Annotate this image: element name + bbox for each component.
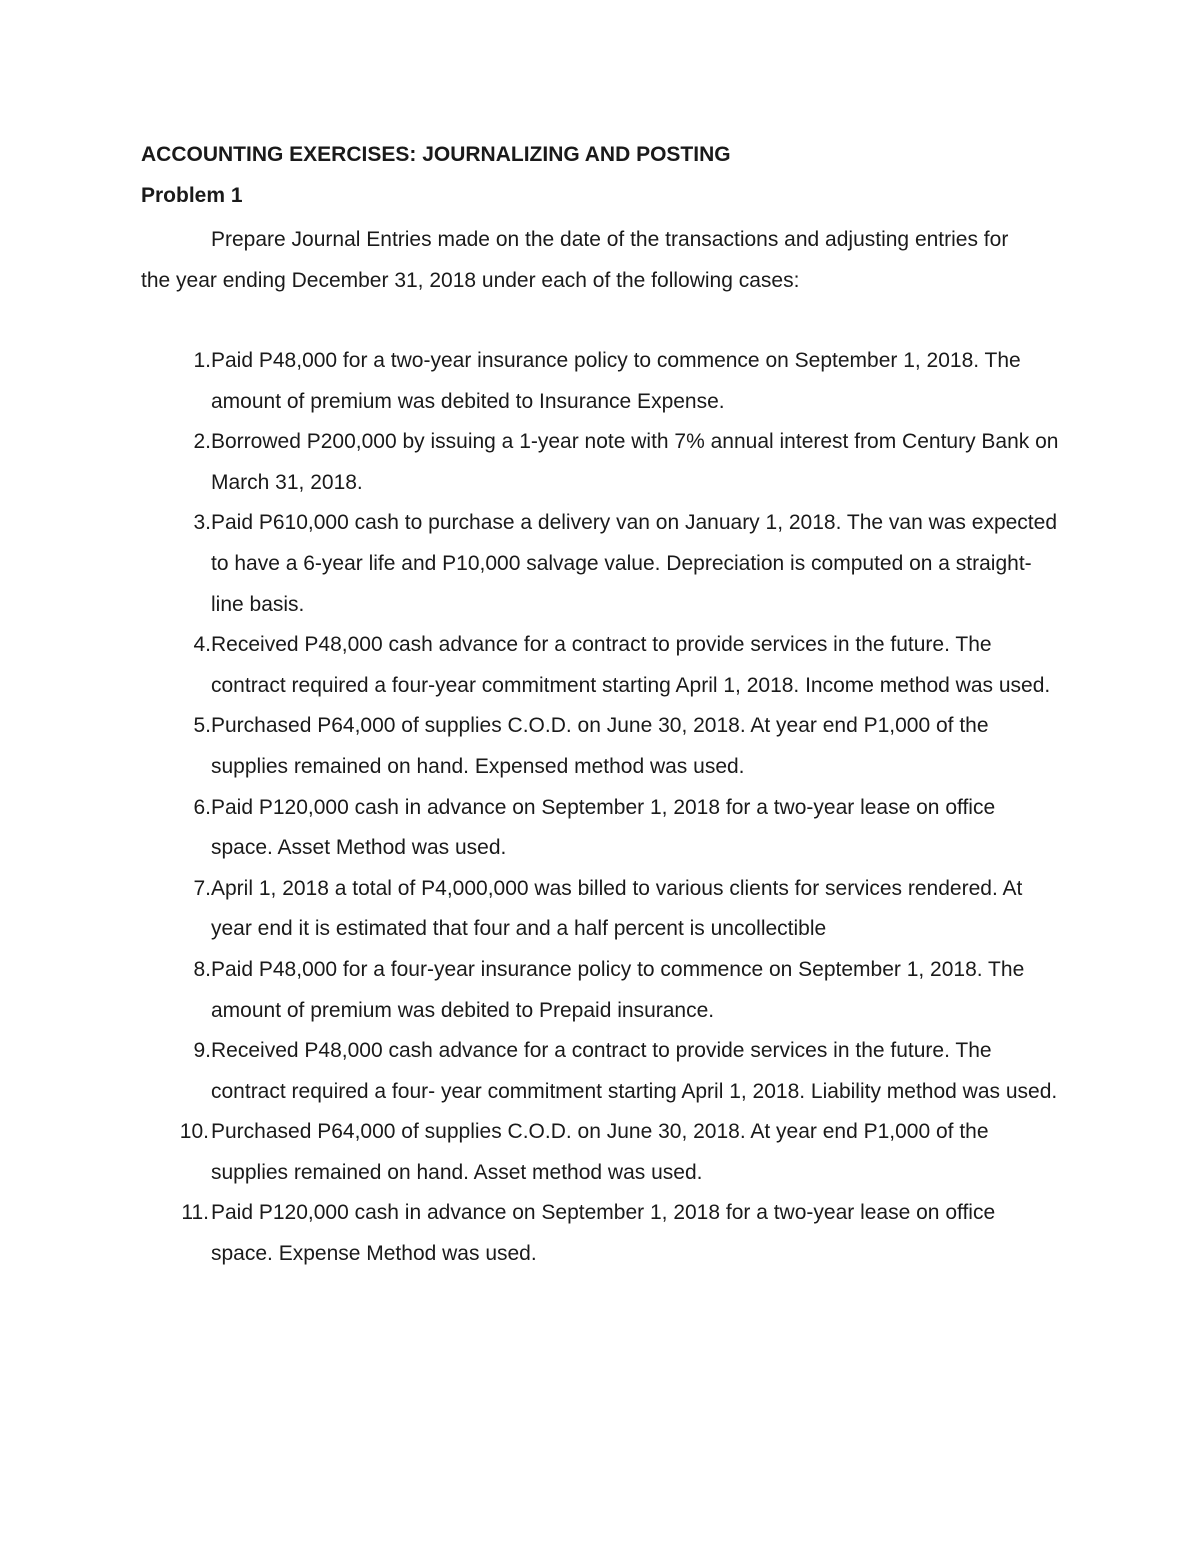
list-item-text: Received P48,000 cash advance for a contract to provide services in the future. The contract required a four-year commitment starting April 1, 2018. Income method was used. bbox=[211, 633, 1051, 697]
instructions-paragraph: Prepare Journal Entries made on the date of the transactions and adjusting entries for the year ending December 31, 2018 under each of the following cases: bbox=[141, 228, 1009, 292]
list-item-number: 3. bbox=[193, 511, 211, 535]
list-item bbox=[141, 706, 1061, 787]
list-item bbox=[141, 1193, 1061, 1274]
list-item bbox=[141, 869, 1061, 950]
list-item-number: 4. bbox=[193, 633, 211, 657]
list-item-number: 7. bbox=[193, 876, 211, 900]
list-item-text: Received P48,000 cash advance for a contract to provide services in the future. The contract required a four- year commitment starting April 1, 2018. Liability method was used. bbox=[211, 1039, 1058, 1103]
list-item-text: Paid P48,000 for a two-year insurance policy to commence on September 1, 2018. The amount of premium was debited to Insurance Expense. bbox=[211, 349, 1021, 413]
list-item-text: Paid P610,000 cash to purchase a delivery van on January 1, 2018. The van was expected to have a 6-year life and P10,000 salvage value. Depreciation is computed on a straight-line basis. bbox=[211, 511, 1057, 616]
list-item-number: 9. bbox=[193, 1039, 211, 1063]
list-item bbox=[141, 625, 1061, 706]
list-item-number: 11. bbox=[181, 1201, 209, 1225]
list-item bbox=[141, 1031, 1061, 1112]
list-item bbox=[141, 950, 1061, 1031]
problem-heading: Problem 1 bbox=[141, 184, 243, 207]
list-item bbox=[141, 341, 1061, 422]
list-item-number: 10. bbox=[179, 1120, 209, 1144]
list-item-text: Paid P48,000 for a four-year insurance policy to commence on September 1, 2018. The amount of premium was debited to Prepaid insurance. bbox=[211, 957, 1025, 1022]
list-item bbox=[141, 1112, 1061, 1193]
list-item-number: 2. bbox=[193, 430, 211, 454]
list-item-text: Paid P120,000 cash in advance on September 1, 2018 for a two-year lease on office space. Expense Method was used. bbox=[211, 1201, 996, 1266]
list-item-text: Borrowed P200,000 by issuing a 1-year note with 7% annual interest from Century Bank on March 31, 2018. bbox=[211, 430, 1059, 494]
problem-list bbox=[141, 341, 1061, 1275]
list-item bbox=[141, 788, 1061, 869]
list-item-number: 1. bbox=[193, 349, 211, 372]
list-item bbox=[141, 503, 1061, 625]
list-item bbox=[141, 422, 1061, 503]
list-item-number: 5. bbox=[193, 714, 211, 738]
list-item-text: Purchased P64,000 of supplies C.O.D. on June 30, 2018. At year end P1,000 of the supplies remained on hand. Expensed method was used. bbox=[211, 714, 989, 778]
list-item-text: April 1, 2018 a total of P4,000,000 was billed to various clients for services rendered. At year end it is estimated that four and a half percent is uncollectible bbox=[211, 876, 1023, 941]
list-item-text: Paid P120,000 cash in advance on September 1, 2018 for a two-year lease on office space. Asset Method was used. bbox=[211, 795, 996, 860]
document-title: ACCOUNTING EXERCISES: JOURNALIZING AND POSTING bbox=[141, 143, 731, 166]
list-item-text: Purchased P64,000 of supplies C.O.D. on June 30, 2018. At year end P1,000 of the supplies remained on hand. Asset method was used. bbox=[211, 1120, 989, 1184]
list-item-number: 6. bbox=[193, 795, 211, 819]
list-item-number: 8. bbox=[193, 957, 211, 981]
